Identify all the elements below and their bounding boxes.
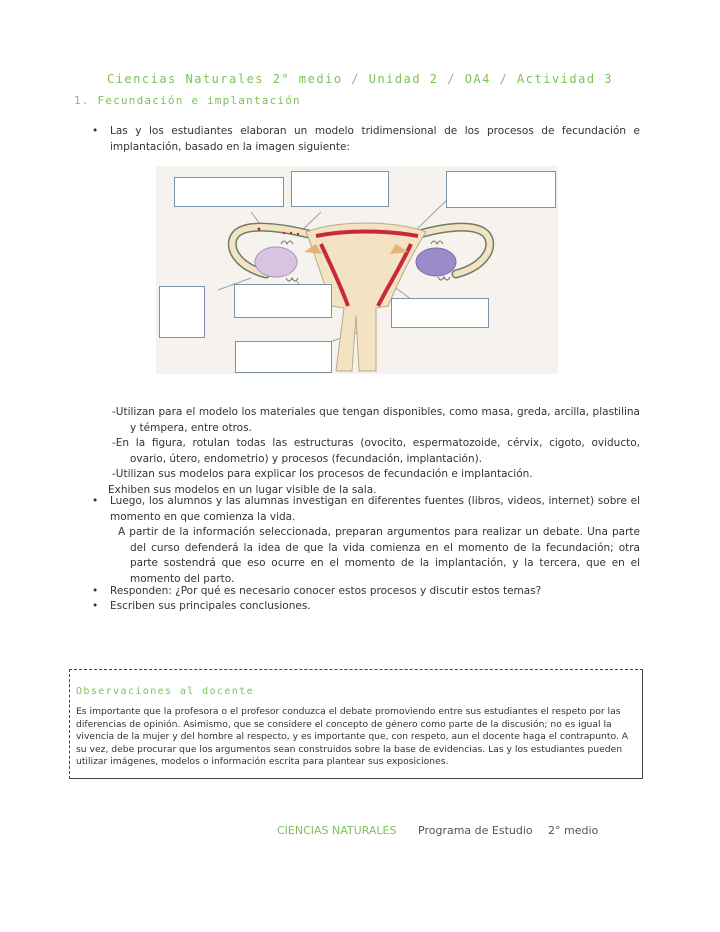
label-box-4[interactable] bbox=[159, 286, 205, 338]
footer-program: Programa de Estudio bbox=[418, 824, 533, 837]
bullet-research bbox=[92, 494, 640, 525]
sub-item-labels: -En la figura, rotulan todas las estructuras (ovocito, espermatozoide, cérvix, cigoto, oviducto, ovario, útero, endometrio) y procesos (fecundación, implantación). bbox=[112, 437, 640, 465]
bullet-icon: • bbox=[92, 585, 99, 597]
label-box-3[interactable] bbox=[446, 171, 556, 208]
observations-title: Observaciones al docente bbox=[76, 686, 255, 697]
label-box-6[interactable] bbox=[391, 298, 489, 328]
bullet-icon: • bbox=[92, 600, 99, 612]
label-box-5[interactable] bbox=[234, 284, 332, 318]
uterus-diagram bbox=[156, 166, 558, 374]
page-header: Ciencias Naturales 2° medio / Unidad 2 / OA4 / Actividad 3 bbox=[106, 72, 614, 86]
label-box-7[interactable] bbox=[235, 341, 332, 373]
footer-grade: 2° medio bbox=[548, 824, 599, 837]
section-title: 1. Fecundación e implantación bbox=[74, 94, 301, 107]
bullet-debate bbox=[92, 525, 640, 587]
bullet-conclusions bbox=[92, 599, 640, 615]
observations-text: Es importante que la profesora o el profesor conduzca el debate promoviendo entre sus estudiantes el respeto por las diferencias de opinión. Asimismo, que se considere el concepto de género como parte de la discusión; no es igual la vivencia de la mujer y del hombre al respecto, y es importante que, con respeto, aun el docente haga el contrapunto. A su vez, debe procurar que los argumentos sean construidos sobre la base de evidencias. Las y los estudiantes pueden utilizar imágenes, modelos o información escrita para plantear sus exposiciones. bbox=[76, 706, 629, 767]
label-box-1[interactable] bbox=[174, 177, 284, 207]
bullet-icon: • bbox=[92, 495, 99, 507]
footer-subject: CIENCIAS NATURALES bbox=[277, 824, 397, 837]
sub-item-materials: -Utilizan para el modelo los materiales que tengan disponibles, como masa, greda, arcilla, plastilina y témpera, entre otros. bbox=[112, 406, 640, 434]
bullet-debate-text: A partir de la información seleccionada, preparan argumentos para realizar un debate. Una parte del curso defenderá la idea de que la vida comienza en el momento de la fecundación; otra parte sostendrá que eso ocurre en el momento de la implantación, y la tercera, que en el momento del parto. bbox=[118, 526, 640, 585]
sub-list bbox=[108, 405, 640, 498]
sub-item-exhibit: Exhiben sus modelos en un lugar visible de la sala. bbox=[108, 483, 377, 496]
bullet-research-text: Luego, los alumnos y las alumnas investigan en diferentes fuentes (libros, videos, internet) sobre el momento en que comienza la vida. bbox=[110, 495, 640, 523]
bullet-respond-text: Responden: ¿Por qué es necesario conocer estos procesos y discutir estos temas? bbox=[110, 585, 542, 597]
label-box-2[interactable] bbox=[291, 171, 389, 207]
bullet-respond bbox=[92, 584, 640, 600]
bullet-conclusions-text: Escriben sus principales conclusiones. bbox=[110, 600, 311, 612]
bullet-icon: • bbox=[92, 125, 99, 137]
intro-bullet bbox=[92, 124, 640, 155]
sub-item-explain: -Utilizan sus modelos para explicar los procesos de fecundación e implantación. bbox=[112, 468, 533, 480]
intro-text: Las y los estudiantes elaboran un modelo tridimensional de los procesos de fecundación e implantación, basado en la imagen siguiente: bbox=[110, 125, 640, 153]
observations-box bbox=[69, 669, 643, 779]
